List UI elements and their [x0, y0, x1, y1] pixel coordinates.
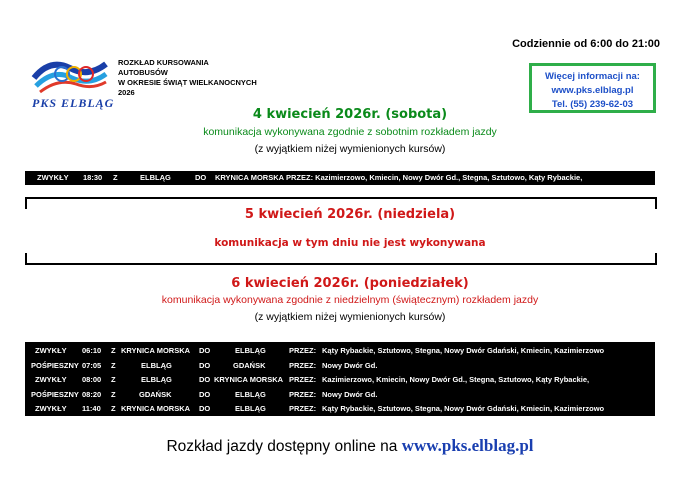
day1-title: 4 kwiecień 2026r. (sobota) [252, 107, 448, 122]
footer [0, 436, 700, 456]
course-from-label: Z [113, 173, 118, 182]
course-via: Kazimierzowo, Kmiecin, Nowy Dwór Gd., Stegna, Sztutowo, Kąty Rybackie, [322, 375, 590, 384]
course-type: ZWYKŁY [35, 404, 67, 413]
course-via-label: PRZEZ: [289, 404, 317, 413]
course-to: ELBLĄG [235, 390, 266, 399]
course-time: 07:05 [82, 361, 102, 370]
course-type: ZWYKŁY [35, 375, 67, 384]
course-to-label: DO [199, 390, 211, 399]
course-via: PRZEZ: Kazimierzowo, Kmiecin, Nowy Dwór Gd., Stegna, Sztutowo, Kąty Rybackie, [286, 173, 583, 182]
course-to-label: DO [199, 361, 211, 370]
course-via: Nowy Dwór Gd. [322, 390, 378, 399]
table-row [25, 358, 655, 373]
day3-subtitle: komunikacja wykonywana zgodnie z niedzielnym (świątecznym) rozkładem jazdy [161, 294, 539, 306]
course-type: ZWYKŁY [37, 173, 69, 182]
course-to-label: DO [199, 346, 211, 355]
course-type: ZWYKŁY [35, 346, 67, 355]
day3-title: 6 kwiecień 2026r. (poniedziałek) [231, 276, 469, 291]
course-from: ELBLĄG [140, 173, 171, 182]
course-time: 06:10 [82, 346, 102, 355]
course-from: ELBLĄG [141, 361, 172, 370]
course-to: ELBLĄG [235, 346, 266, 355]
day3-note: (z wyjątkiem niżej wymienionych kursów) [254, 311, 446, 323]
course-from: KRYNICA MORSKA [121, 404, 191, 413]
operating-hours: Codziennie od 6:00 do 21:00 [512, 38, 660, 50]
course-to: GDAŃSK [233, 361, 266, 370]
course-from-label: Z [111, 404, 116, 413]
footer-website-link[interactable]: www.pks.elblag.pl [401, 436, 534, 455]
day2-title: 5 kwiecień 2026r. (niedziela) [244, 207, 456, 222]
course-via: Kąty Rybackie, Sztutowo, Stegna, Nowy Dwór Gdański, Kmiecin, Kazimierzowo [322, 346, 605, 355]
course-to: ELBLĄG [235, 404, 266, 413]
day1-note: (z wyjątkiem niżej wymienionych kursów) [254, 143, 446, 155]
course-from-label: Z [111, 390, 116, 399]
footer-text: Rozkład jazdy dostępny online na [166, 438, 398, 455]
header-line: W OKRESIE ŚWIĄT WIELKANOCNYCH [118, 78, 257, 87]
day2-subtitle: komunikacja w tym dniu nie jest wykonywana [214, 237, 486, 249]
day3-course-table [25, 342, 655, 416]
course-via: Kąty Rybackie, Sztutowo, Stegna, Nowy Dwór Gdański, Kmiecin, Kazimierzowo [322, 404, 605, 413]
table-row [25, 343, 655, 358]
course-to: KRYNICA MORSKA [214, 375, 284, 384]
course-type: POŚPIESZNY [31, 361, 79, 370]
course-to-label: DO [199, 404, 211, 413]
info-phone: Tel. (55) 239-62-03 [551, 99, 634, 110]
info-website-link[interactable]: www.pks.elblag.pl [551, 85, 634, 96]
course-time: 08:20 [82, 390, 102, 399]
logo-text: PKS ELBLĄG [32, 96, 115, 110]
document-header [118, 58, 288, 98]
course-via-label: PRZEZ: [289, 361, 317, 370]
course-from: KRYNICA MORSKA [121, 346, 191, 355]
course-via-label: PRZEZ: [289, 390, 317, 399]
course-to: KRYNICA MORSKA [215, 173, 285, 182]
header-line: ROZKŁAD KURSOWANIA [118, 58, 209, 67]
course-via-label: PRZEZ: [289, 346, 317, 355]
table-row [25, 387, 655, 402]
course-type: POŚPIESZNY [31, 390, 79, 399]
course-via-label: PRZEZ: [289, 375, 317, 384]
table-row [25, 372, 655, 387]
course-to-label: DO [199, 375, 211, 384]
course-via: Nowy Dwór Gd. [322, 361, 378, 370]
day1-course-row [25, 171, 655, 185]
course-time: 08:00 [82, 375, 102, 384]
course-from: GDAŃSK [139, 390, 172, 399]
table-row [25, 401, 655, 416]
header-line: 2026 [118, 88, 135, 97]
course-time: 18:30 [83, 173, 103, 182]
course-to-label: DO [195, 173, 207, 182]
course-time: 11:40 [82, 404, 101, 413]
day1-subtitle: komunikacja wykonywana zgodnie z sobotnim rozkładem jazdy [203, 126, 497, 138]
info-box [529, 63, 656, 113]
header-line: AUTOBUSÓW [118, 68, 168, 77]
course-from: ELBLĄG [141, 375, 172, 384]
course-from-label: Z [111, 375, 116, 384]
course-from-label: Z [111, 346, 116, 355]
info-label: Więcej informacji na: [545, 71, 640, 82]
course-from-label: Z [111, 361, 116, 370]
